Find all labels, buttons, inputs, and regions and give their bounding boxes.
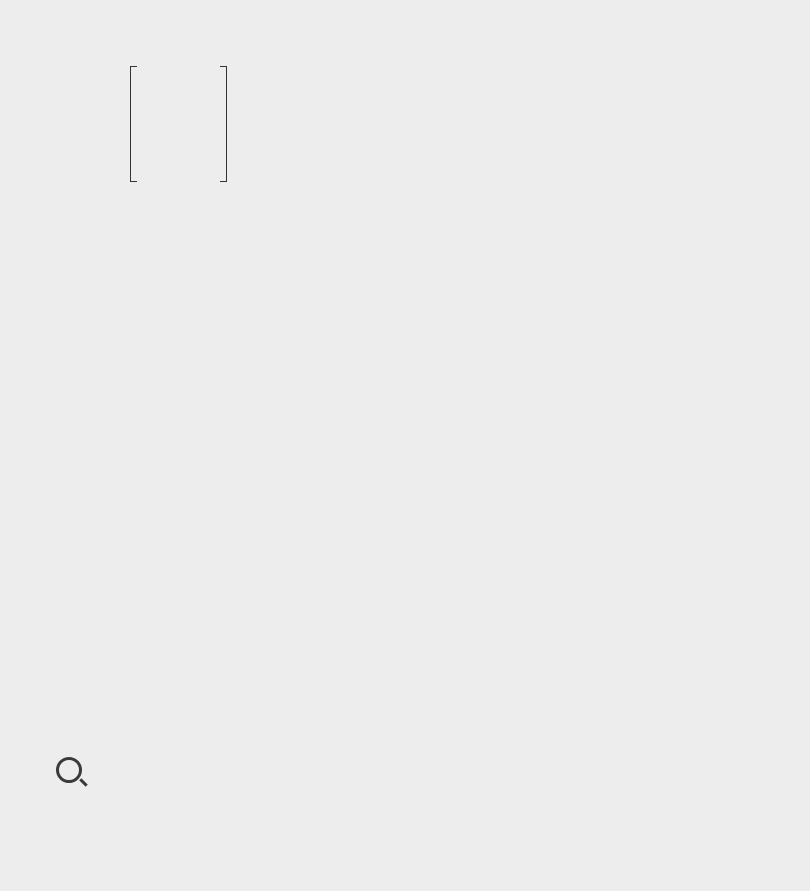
matrix-a-left-bracket bbox=[130, 66, 137, 182]
search-icon[interactable] bbox=[56, 757, 82, 783]
matrix-a-right-bracket bbox=[220, 66, 227, 182]
